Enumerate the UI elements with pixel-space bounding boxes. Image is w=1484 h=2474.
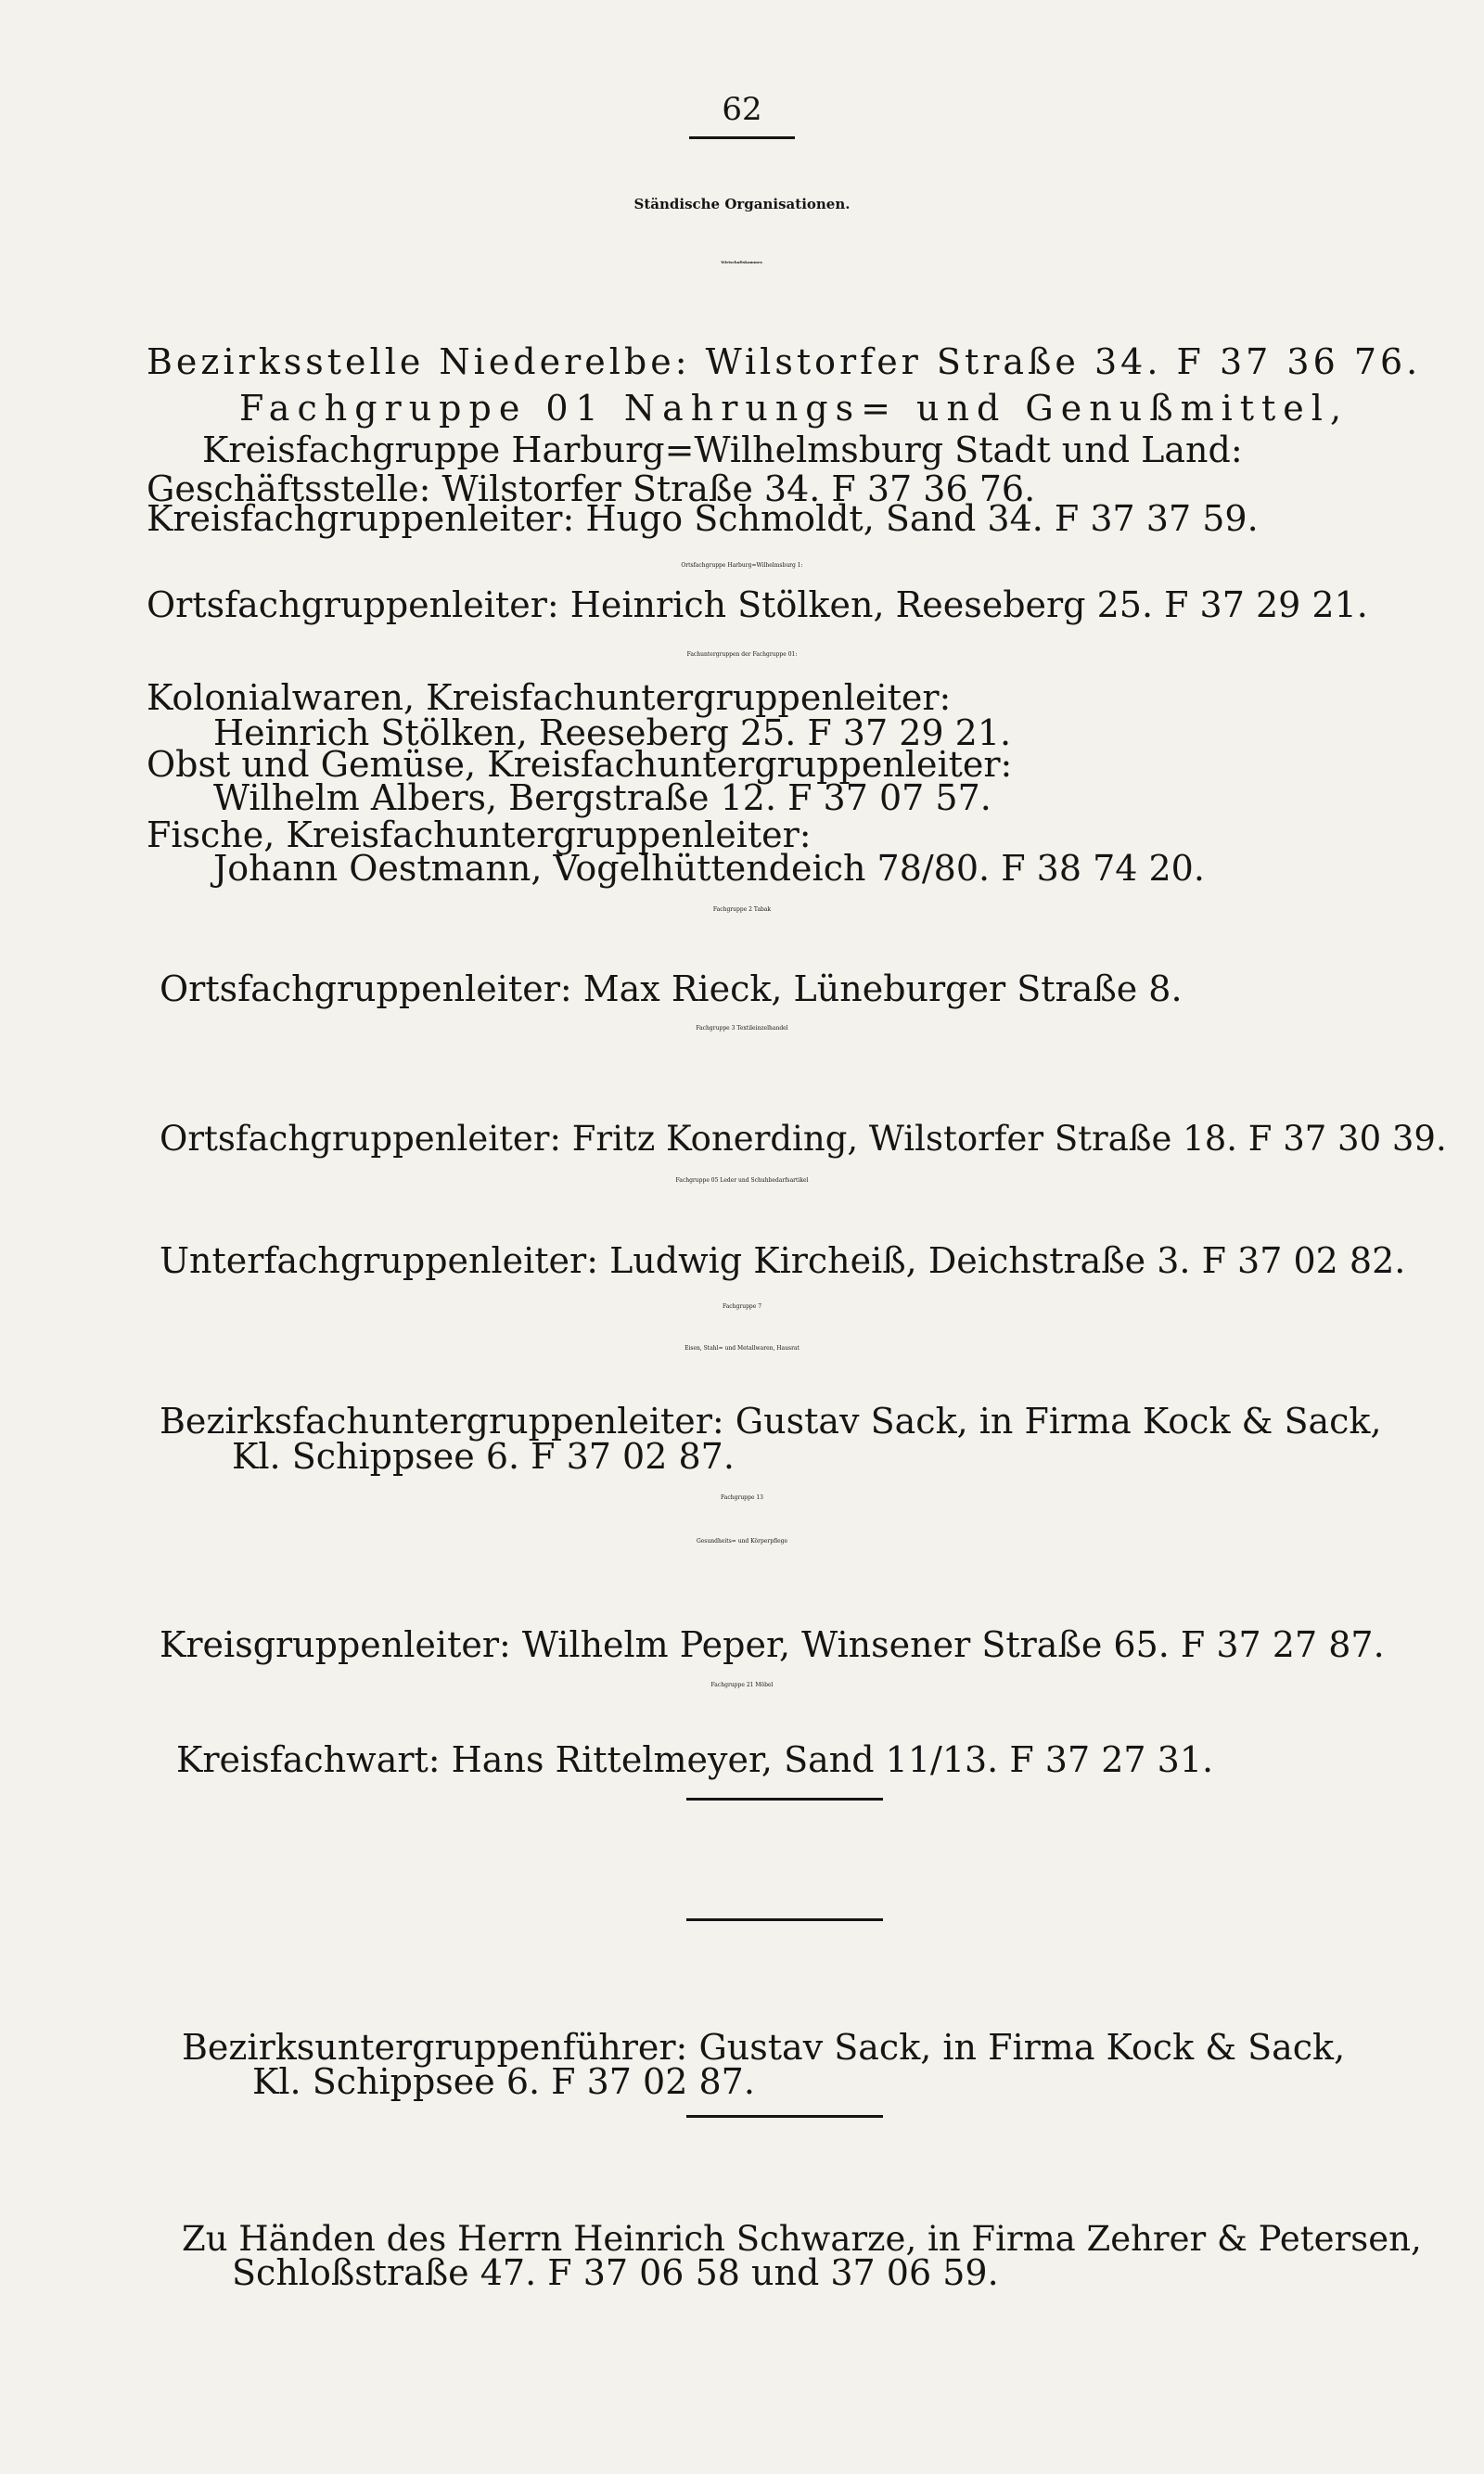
text-line: Fische, Kreisfachuntergruppenleiter: — [147, 814, 812, 855]
text-line: Ortsfachgruppenleiter: Heinrich Stölken, Reeseberg 25. F 37 29 21. — [147, 584, 1368, 625]
text-line: Kl. Schippsee 6. F 37 02 87. — [232, 1436, 735, 1477]
text-line: Bezirksuntergruppenführer: Gustav Sack, in Firma Kock & Sack, — [182, 2027, 1346, 2068]
text-line: Kreisfachgruppe Harburg=Wilhelmsburg Stadt und Land: — [202, 429, 1243, 470]
text-line: Gesundheits= und Körperpflege — [696, 1538, 788, 1545]
text-line: Fachgruppe 05 Leder und Schuhbedarfsartikel — [675, 1177, 809, 1184]
text-line: Unterfachgruppenleiter: Ludwig Kircheiß, Deichstraße 3. F 37 02 82. — [160, 1240, 1406, 1281]
page-number-rule — [689, 136, 795, 139]
section-divider — [686, 1918, 883, 1921]
section-divider — [686, 1798, 883, 1801]
text-line: Fachgruppe 7 — [722, 1303, 762, 1310]
text-line — [0, 1861, 1484, 1902]
text-line: Kreisgruppenleiter: Wilhelm Peper, Winsener Straße 65. F 37 27 87. — [160, 1624, 1385, 1665]
text-line: Fachgruppe 13 — [721, 1494, 763, 1501]
text-line: Kreisfachgruppenleiter: Hugo Schmoldt, Sand 34. F 37 37 59. — [147, 498, 1259, 539]
page-number: 62 — [722, 91, 762, 128]
heading-vertragsverband — [0, 1945, 1484, 1986]
text-line: Schloßstraße 47. F 37 06 58 und 37 06 59. — [232, 2252, 999, 2293]
heading-reichsbund — [0, 1820, 1484, 1861]
section-subtitle: Wirtschaftskammer. — [721, 260, 763, 264]
text-line: Ortsfachgruppenleiter: Fritz Konerding, Wilstorfer Straße 18. F 37 30 39. — [160, 1119, 1447, 1159]
text-line: Obst und Gemüse, Kreisfachuntergruppenleiter: — [147, 744, 1013, 785]
text-line: Kolonialwaren, Kreisfachuntergruppenleiter: — [147, 677, 952, 718]
section-divider — [686, 2115, 883, 2118]
text-line — [0, 1204, 1484, 1245]
text-line: Eisen, Stahl= und Metallwaren, Hausrat — [684, 1345, 800, 1352]
text-line: Johann Oestmann, Vogelhüttendeich 78/80. F 38 74 20. — [213, 848, 1205, 889]
text-line: Fachgruppe 3 Textileinzelhandel — [696, 1025, 788, 1032]
text-line: Ortsfachgruppe Harburg=Wilhelmsburg 1: — [681, 562, 803, 569]
text-line: Heinrich Stölken, Reeseberg 25. F 37 29 21. — [213, 712, 1012, 753]
page-title: Ständische Organisationen. — [633, 196, 851, 212]
heading-wirtschaftskammer-nordmark — [0, 293, 1484, 334]
text-line: Wilhelm Albers, Bergstraße 12. F 37 07 57. — [213, 777, 991, 818]
text-line: Ortsfachgruppenleiter: Max Rieck, Lüneburger Straße 8. — [160, 968, 1183, 1009]
text-line: Bezirksfachuntergruppenleiter: Gustav Sack, in Firma Kock & Sack, — [160, 1401, 1382, 1442]
text-line: Zu Händen des Herrn Heinrich Schwarze, in Firma Zehrer & Petersen, — [182, 2219, 1422, 2259]
text-line: Bezirksstelle Niederelbe: Wilstorfer Straße 34. F 37 36 76. — [147, 341, 1422, 382]
text-line: Geschäftsstelle: Wilstorfer Straße 34. F 37 36 76. — [147, 468, 1036, 509]
heading-ortsgruppe-kohlen-b — [0, 2175, 1484, 2216]
heading-ortsgruppe-kohlen-a — [0, 2139, 1484, 2180]
text-line: Fachuntergruppen der Fachgruppe 01: — [686, 651, 798, 658]
text-line: Fachgruppe 21 Möbel — [710, 1682, 774, 1688]
text-line: Kl. Schippsee 6. F 37 02 87. — [252, 2061, 755, 2102]
text-line: Fachgruppe 01 Nahrungs= und Genußmittel, — [239, 388, 1350, 429]
text-line — [0, 1986, 1484, 2027]
text-line: Fachgruppe 2 Tabak — [712, 906, 772, 913]
text-line: Kreisfachwart: Hans Rittelmeyer, Sand 11/13. F 37 27 31. — [176, 1739, 1214, 1780]
